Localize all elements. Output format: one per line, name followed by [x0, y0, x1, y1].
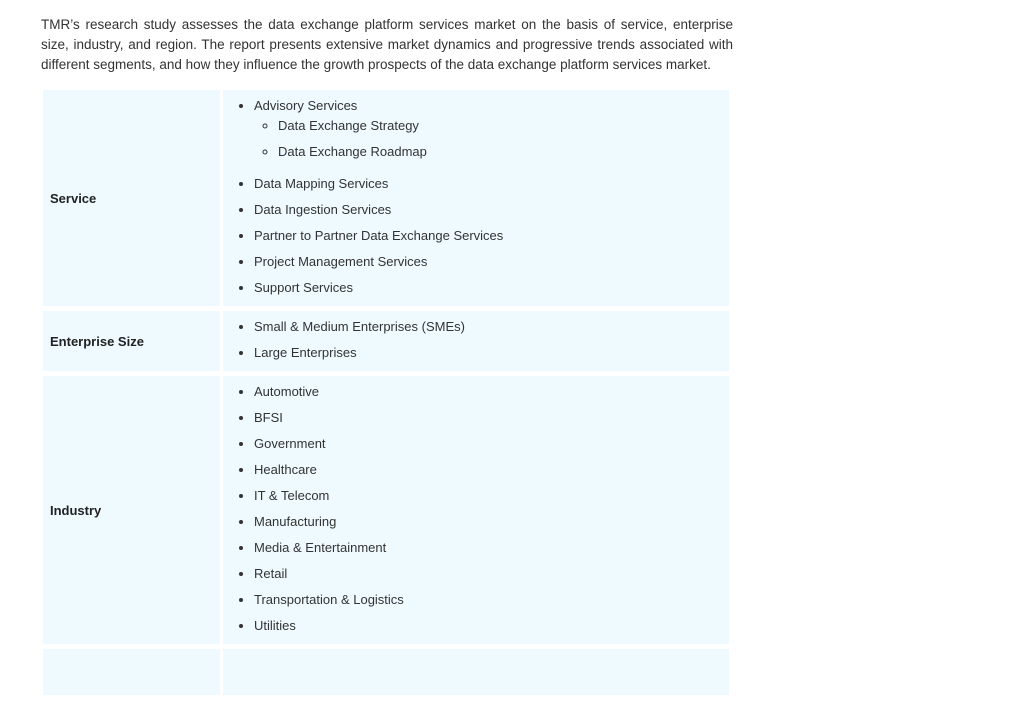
segment-list [233, 98, 729, 296]
list-item: • Government [254, 436, 729, 452]
list-item: • Partner to Partner Data Exchange Services [254, 228, 729, 244]
segment-row-service [43, 90, 729, 306]
list-item: • BFSI [254, 410, 729, 426]
list-item: • IT & Telecom [254, 488, 729, 504]
list-item: • Healthcare [254, 462, 729, 478]
list-item: • Project Management Services [254, 254, 729, 270]
segment-row-partial [43, 649, 729, 695]
segment-label-empty [43, 649, 220, 695]
segment-list [233, 384, 729, 634]
list-item: • Large Enterprises [254, 345, 729, 361]
segment-label: Service [43, 90, 220, 306]
list-item: • Media & Entertainment [254, 540, 729, 556]
segment-items [223, 376, 729, 644]
list-item: • Data Ingestion Services [254, 202, 729, 218]
sub-list [254, 118, 729, 160]
list-item: • Small & Medium Enterprises (SMEs) [254, 319, 729, 335]
segment-items [223, 311, 729, 371]
list-item: • Support Services [254, 280, 729, 296]
list-item: • Automotive [254, 384, 729, 400]
segment-row-industry [43, 376, 729, 644]
segment-items [223, 90, 729, 306]
list-item: • Transportation & Logistics [254, 592, 729, 608]
segment-list [233, 319, 729, 361]
list-item [254, 98, 729, 160]
segment-label: Enterprise Size [43, 311, 220, 371]
list-item: • Manufacturing [254, 514, 729, 530]
segment-row-enterprise-size [43, 311, 729, 371]
article-content [41, 15, 733, 705]
segment-items-empty [223, 649, 729, 695]
list-item-text: Advisory Services [254, 98, 358, 113]
intro-paragraph: TMR’s research study assesses the data exchange platform services market on the basis of service, enterprise size, industry, and region. The report presents extensive market dynamics and progressive trends associated with different segments, and how they influence the growth prospects of the data exchange platform services market. [41, 17, 733, 72]
segmentation-table [40, 85, 732, 700]
list-item: • Data Mapping Services [254, 176, 729, 192]
segment-label: Industry [43, 376, 220, 644]
list-item: • Retail [254, 566, 729, 582]
list-item: • Utilities [254, 618, 729, 634]
sub-list-item: ◦ Data Exchange Strategy [278, 118, 729, 134]
sub-list-item: ◦ Data Exchange Roadmap [278, 144, 729, 160]
